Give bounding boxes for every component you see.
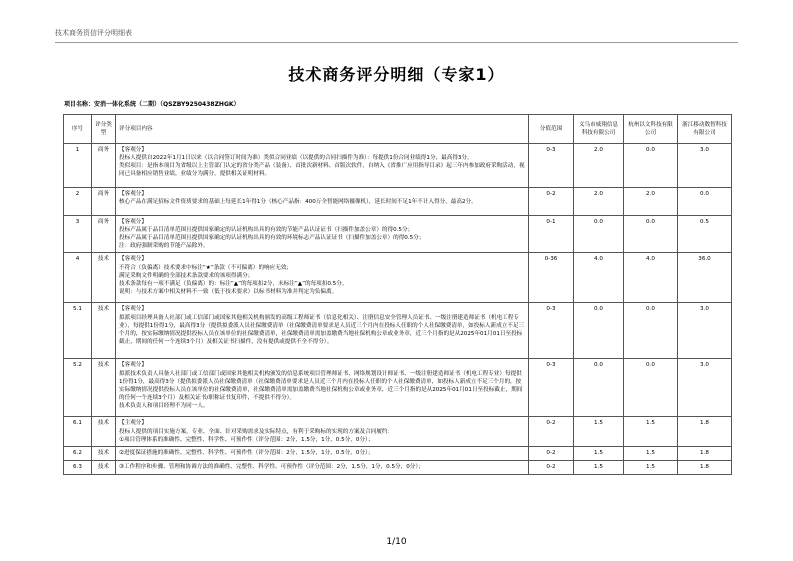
row-score-bidder-2: 0.0: [624, 303, 678, 359]
row-type: 技术: [92, 460, 116, 474]
col-header-bidder-2: 杭州以文科技有限公司: [624, 115, 678, 144]
row-type: 商务: [92, 216, 116, 253]
row-score-bidder-1: 2.0: [574, 144, 624, 188]
row-score-bidder-3: 0.5: [678, 216, 732, 253]
row-score-range: 0-1: [529, 216, 574, 253]
row-content: 【客观分】 投标人提供自2022年1月1日以来（以合同签订时间为准）类似合同业绩（以提供的合同扫描件为准）：每提供1份合同业绩得1分，最高得3分。 类似项目：是指本项目为省级以上主管部门认定的省分类产品（装备）、首批次新材料、首版次软件，自纳入《省推广应用指导目录》起三年内参加政府采购活动，视同已具备相应销售业绩，业绩分为满分，提供相关证明材料。: [116, 144, 529, 188]
row-number: 1: [64, 144, 92, 188]
row-number: 6.2: [64, 446, 92, 460]
table-row: [64, 359, 732, 417]
row-score-bidder-1: 0.0: [574, 303, 624, 359]
running-header: 技术商务资信评分明细表: [55, 24, 738, 43]
row-type: 技术: [92, 253, 116, 303]
row-score-bidder-2: 0.0: [624, 144, 678, 188]
row-score-bidder-2: 1.5: [624, 417, 678, 446]
row-content: 【客观分】 拟派项目经理具备人社部门或工信部门或国家其他相关机构颁发的高级工程师证书（信息化相关）、注册信息安全管理人员证书、一级注册建造师证书（机电工程专业），每提供1份得1分，最高得3分（提供拟委派人员社保缴费清单（社保缴费清单要求是人员近三个月内在投标人任职的个人社保缴费清单，如投标人新成立不足三个月的，按实际缴纳情况提供投标人员在该单位的社保缴费清单，社保缴费清单需加盖缴费当地社保机构公章或业务章，近三个月指的是从2025年01月01日至投标截止，期间的任何一个连续3个月）及相关证书扫描件，没有提供或提供不全不得分）。: [116, 303, 529, 359]
table-row: [64, 303, 732, 359]
col-header-range: 分值范围: [529, 115, 574, 144]
row-type: 技术: [92, 359, 116, 417]
row-number: 6.1: [64, 417, 92, 446]
page-title: 技术商务评分明细（专家1）: [288, 65, 505, 84]
row-content: ③工作程序和步骤、管理和协调方法的准确性、完整性、科学性、可预作性（评分范围：2分，1.5分，1分，0.5分，0分）；: [116, 460, 529, 474]
table-header-row: [64, 115, 732, 144]
row-content: 【客观分】 核心产品在满足招标文件资质要求的基础上每延长1年得1分（核心产品指：400万全智能网络摄像机），延长时间不足1年不计入得分，最高2分。: [116, 188, 529, 216]
row-score-bidder-3: 3.0: [678, 359, 732, 417]
row-number: 5.2: [64, 359, 92, 417]
row-score-bidder-1: 1.5: [574, 460, 624, 474]
row-score-range: 0-2: [529, 460, 574, 474]
row-score-bidder-3: 36.0: [678, 253, 732, 303]
row-score-bidder-3: 3.0: [678, 144, 732, 188]
row-number: 4: [64, 253, 92, 303]
row-score-bidder-2: 2.0: [624, 188, 678, 216]
table-row: [64, 417, 732, 446]
table-row: [64, 446, 732, 460]
row-score-bidder-3: 3.0: [678, 303, 732, 359]
col-header-no: 序号: [64, 115, 92, 144]
col-header-bidder-3: 浙江移动数智科技有限公司: [678, 115, 732, 144]
row-score-range: 0-3: [529, 359, 574, 417]
row-score-bidder-3: 1.8: [678, 460, 732, 474]
row-score-bidder-2: 4.0: [624, 253, 678, 303]
row-content: ②进度保证措施的准确性、完整性、科学性、可预作性（评分范围：2分，1.5分，1分，0.5分，0分）；: [116, 446, 529, 460]
table-row: [64, 188, 732, 216]
row-score-range: 0-2: [529, 417, 574, 446]
row-content: 【客观分】 不符合（负偏离）技术要求中标注“★”条款（不可偏离）的响应无效； 满足采购文件明确的全部技术条款要求的该项得满分； 技术条款每有一项不满足（负偏离）的：标注“▲”的每项扣2分，未标注“▲”的每项扣0.5分。 说明：与技术方案中相关材料不一致（低于技术要求）以标书材料为准并判定为负偏离。: [116, 253, 529, 303]
row-score-bidder-1: 1.5: [574, 417, 624, 446]
row-number: 3: [64, 216, 92, 253]
row-score-bidder-2: 1.5: [624, 460, 678, 474]
row-type: 商务: [92, 188, 116, 216]
project-name: 项目名称：安消一体化系统（二期）（QSZBY9250438ZHGK）: [64, 101, 240, 108]
row-score-bidder-3: 1.8: [678, 446, 732, 460]
row-score-bidder-1: 2.0: [574, 188, 624, 216]
row-score-bidder-1: 0.0: [574, 359, 624, 417]
table-row: [64, 253, 732, 303]
row-number: 5.1: [64, 303, 92, 359]
table-row: [64, 144, 732, 188]
row-score-range: 0-3: [529, 144, 574, 188]
row-type: 技术: [92, 446, 116, 460]
page-number: 1/10: [386, 537, 407, 547]
row-content: 【主观分】 投标人提供的项目实施方案，专业、全面、针对采购需求及实际特点，有利于采购标的实现的方案及合同履约： ①项目管理体系的准确性、完整性、科学性、可预作性（评分范围：2分，1.5分，1分，0.5分，0分）；: [116, 417, 529, 446]
row-score-range: 0-36: [529, 253, 574, 303]
row-score-bidder-1: 4.0: [574, 253, 624, 303]
score-table: [63, 114, 732, 475]
row-score-range: 0-2: [529, 446, 574, 460]
table-row: [64, 216, 732, 253]
row-number: 6.3: [64, 460, 92, 474]
row-content: 【客观分】 拟派技术负责人具备人社部门或工信部门或国家其他相关机构颁发的信息系统项目管理师证书、网络规划设计师证书、一级注册建造师证书（机电工程专业）每提供1份得1分，最高得3分（提供拟委派人员社保缴费清单（社保缴费清单要求是人员近三个月内在投标人任职的个人社保缴费清单，如投标人新成立不足三个月的，按实际缴纳情况提供投标人员在该单位的社保缴费清单，社保缴费清单需加盖缴费当地社保机构公章或业务章，近三个月指的是从2025年01月01日至投标截止，期间的任何一个连续3个月）及相关证书/职称证书复印件，不提供不得分）。 技术负责人和项目经理不为同一人。: [116, 359, 529, 417]
row-score-bidder-3: 1.8: [678, 417, 732, 446]
row-score-range: 0-3: [529, 303, 574, 359]
row-content: 【客观分】 投标产品属于品目清单范围且提供国家确定的认证机构出具的有效的节能产品认证证书（扫描件加盖公章）的得0.5分； 投标产品属于品目清单范围且提供国家确定的认证机构出具的有效的环境标志产品认证证书（扫描件加盖公章）的得0.5分； 注：政府强制采购的节能产品除外。: [116, 216, 529, 253]
row-type: 技术: [92, 303, 116, 359]
col-header-bidder-1: 义乌市威翔信息科技有限公司: [574, 115, 624, 144]
row-number: 2: [64, 188, 92, 216]
row-score-bidder-1: 1.5: [574, 446, 624, 460]
row-type: 技术: [92, 417, 116, 446]
table-row: [64, 460, 732, 474]
row-score-range: 0-2: [529, 188, 574, 216]
row-score-bidder-2: 1.5: [624, 446, 678, 460]
row-score-bidder-2: 0.0: [624, 359, 678, 417]
row-type: 商务: [92, 144, 116, 188]
col-header-content: 评分项目内容: [116, 115, 529, 144]
row-score-bidder-1: 0.0: [574, 216, 624, 253]
row-score-bidder-3: 0.0: [678, 188, 732, 216]
row-score-bidder-2: 0.0: [624, 216, 678, 253]
col-header-type: 评分类型: [92, 115, 116, 144]
